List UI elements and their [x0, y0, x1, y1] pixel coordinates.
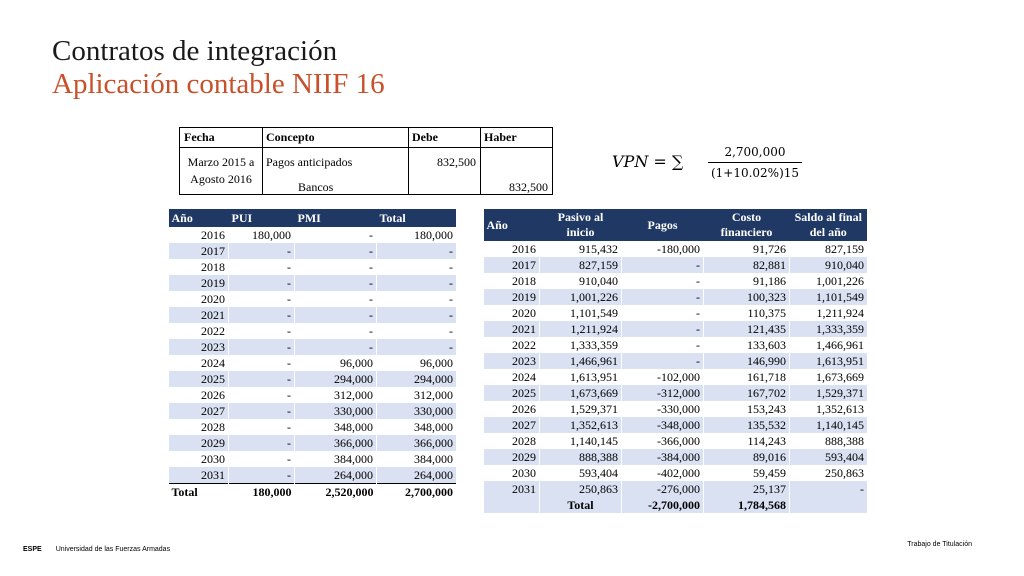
table-cell: 888,388	[540, 449, 622, 465]
table-cell: 2024	[169, 355, 229, 371]
table-cell: 1,001,226	[540, 289, 622, 305]
table-row	[484, 289, 868, 305]
table-row	[484, 305, 868, 321]
table-row	[169, 435, 457, 451]
table-cell: 2024	[484, 369, 540, 385]
table-cell: 2021	[484, 321, 540, 337]
table-cell: 2019	[484, 289, 540, 305]
table-cell: -	[377, 307, 457, 323]
table-cell: 366,000	[295, 435, 377, 451]
table-cell: 294,000	[377, 371, 457, 387]
table-row	[169, 451, 457, 467]
table-row	[484, 257, 868, 273]
table-cell: 2020	[484, 305, 540, 321]
table-cell: 2029	[484, 449, 540, 465]
table-cell: -	[229, 291, 295, 307]
formula-numerator: 2,700,000	[724, 145, 786, 159]
table-cell: 1,140,145	[540, 433, 622, 449]
total-cell: 180,000	[229, 484, 295, 501]
table-cell: 2028	[169, 419, 229, 435]
footer-right: Trabajo de Titulación	[907, 541, 972, 548]
table-cell: -	[295, 339, 377, 355]
table-cell: -	[377, 243, 457, 259]
journal-date-line2: Agosto 2016	[190, 172, 252, 186]
table-cell: -	[295, 323, 377, 339]
table-cell: 1,673,669	[790, 369, 868, 385]
journal-date-line1: Marzo 2015 a	[187, 155, 255, 169]
table-cell: 96,000	[377, 355, 457, 371]
table-cell: 1,352,613	[790, 401, 868, 417]
table-cell: 2017	[484, 257, 540, 273]
table-cell: -	[229, 419, 295, 435]
table-row	[169, 419, 457, 435]
table-cell: -	[377, 275, 457, 291]
table-cell: 330,000	[295, 403, 377, 419]
table-cell: -	[377, 339, 457, 355]
table-row	[484, 321, 868, 337]
left-header-total: Total	[377, 209, 457, 227]
table-cell: -	[295, 275, 377, 291]
total-cell: 2,700,000	[377, 484, 457, 501]
table-row	[484, 369, 868, 385]
table-cell: 593,404	[790, 449, 868, 465]
table-cell: 2031	[484, 481, 540, 497]
table-cell: 888,388	[790, 433, 868, 449]
journal-header-fecha: Fecha	[184, 130, 215, 144]
table-cell: 25,137	[704, 481, 790, 497]
table-cell: 2016	[484, 241, 540, 257]
table-cell: -	[229, 435, 295, 451]
table-cell: 1,101,549	[790, 289, 868, 305]
table-cell: 827,159	[540, 257, 622, 273]
total-row	[484, 497, 868, 513]
table-row	[484, 337, 868, 353]
page-title: Contratos de integración	[52, 35, 338, 67]
table-cell: 330,000	[377, 403, 457, 419]
table-cell: 2022	[169, 323, 229, 339]
table-cell: -402,000	[622, 465, 704, 481]
total-cell: Total	[540, 497, 622, 513]
table-cell: -	[229, 323, 295, 339]
table-cell: 2027	[484, 417, 540, 433]
journal-concept-credit: Bancos	[298, 180, 334, 194]
table-cell: 1,211,924	[540, 321, 622, 337]
table-cell: -	[229, 259, 295, 275]
table-cell: 910,040	[540, 273, 622, 289]
table-cell: 294,000	[295, 371, 377, 387]
table-row	[169, 371, 457, 387]
table-cell: 2019	[169, 275, 229, 291]
table-cell: 1,529,371	[790, 385, 868, 401]
table-cell: 82,881	[704, 257, 790, 273]
total-cell	[790, 497, 868, 513]
table-cell: 2028	[484, 433, 540, 449]
table-cell: 2026	[484, 401, 540, 417]
left-header-ano: Año	[169, 209, 229, 227]
table-row	[484, 385, 868, 401]
table-row	[484, 449, 868, 465]
journal-header-haber: Haber	[484, 130, 517, 144]
table-cell: 250,863	[540, 481, 622, 497]
journal-debe-value: 832,500	[437, 155, 476, 169]
table-row	[484, 417, 868, 433]
table-row	[484, 465, 868, 481]
table-cell: -384,000	[622, 449, 704, 465]
table-cell: 167,702	[704, 385, 790, 401]
table-cell: 1,352,613	[540, 417, 622, 433]
table-cell: 1,673,669	[540, 385, 622, 401]
table-row	[169, 291, 457, 307]
table-cell: 910,040	[790, 257, 868, 273]
table-cell: -276,000	[622, 481, 704, 497]
table-cell: 1,333,359	[540, 337, 622, 353]
left-header-pmi: PMI	[295, 209, 377, 227]
table-cell: -	[295, 307, 377, 323]
table-cell: 180,000	[377, 227, 457, 243]
total-row	[169, 484, 457, 501]
table-row	[169, 467, 457, 484]
table-row	[484, 241, 868, 257]
table-cell: 384,000	[295, 451, 377, 467]
table-cell: -	[622, 321, 704, 337]
table-cell: 135,532	[704, 417, 790, 433]
table-row	[169, 259, 457, 275]
right-header-saldo: Saldo al final del año	[790, 209, 868, 241]
formula-lhs: VPN = ∑	[612, 152, 684, 171]
right-header-costo: Costo financiero	[704, 209, 790, 241]
table-cell: -312,000	[622, 385, 704, 401]
table-cell: 114,243	[704, 433, 790, 449]
table-cell: 2027	[169, 403, 229, 419]
table-cell: -	[229, 403, 295, 419]
table-cell: -	[229, 339, 295, 355]
journal-concept-debit: Pagos anticipados	[266, 155, 353, 169]
table-cell: -	[622, 273, 704, 289]
total-cell	[484, 497, 540, 513]
table-cell: 1,613,951	[540, 369, 622, 385]
table-row	[169, 387, 457, 403]
footer-left	[23, 546, 170, 553]
table-cell: -	[295, 259, 377, 275]
table-cell: -	[229, 451, 295, 467]
table-cell: 915,432	[540, 241, 622, 257]
fraction-bar	[708, 162, 802, 163]
table-cell: -	[229, 467, 295, 484]
table-cell: 161,718	[704, 369, 790, 385]
table-cell: 133,603	[704, 337, 790, 353]
table-cell: 2016	[169, 227, 229, 243]
table-cell: 2023	[169, 339, 229, 355]
table-cell: 250,863	[790, 465, 868, 481]
table-cell: 2025	[169, 371, 229, 387]
table-cell: 91,186	[704, 273, 790, 289]
table-cell: -	[790, 481, 868, 497]
table-row	[484, 273, 868, 289]
journal-haber-value: 832,500	[509, 180, 548, 194]
table-cell: -	[377, 259, 457, 275]
table-cell: 2031	[169, 467, 229, 484]
table-cell: 2023	[484, 353, 540, 369]
table-cell: -	[229, 243, 295, 259]
table-row	[169, 227, 457, 243]
table-cell: 1,466,961	[540, 353, 622, 369]
table-cell: 2025	[484, 385, 540, 401]
table-cell: 1,140,145	[790, 417, 868, 433]
table-cell: 100,323	[704, 289, 790, 305]
journal-entry-table	[179, 127, 553, 195]
table-cell: -366,000	[622, 433, 704, 449]
right-header-pasivo: Pasivo al inicio	[540, 209, 622, 241]
table-cell: -	[622, 353, 704, 369]
table-cell: -330,000	[622, 401, 704, 417]
table-cell: 2018	[169, 259, 229, 275]
table-cell: -180,000	[622, 241, 704, 257]
table-row	[484, 481, 868, 497]
table-cell: -	[229, 275, 295, 291]
table-cell: -	[622, 337, 704, 353]
table-cell: 110,375	[704, 305, 790, 321]
table-cell: 593,404	[540, 465, 622, 481]
total-cell: 2,520,000	[295, 484, 377, 501]
table-cell: -	[295, 227, 377, 243]
table-row	[169, 275, 457, 291]
formula-denominator: (1+10.02%)15	[710, 166, 800, 180]
table-cell: -	[377, 291, 457, 307]
table-cell: 348,000	[377, 419, 457, 435]
table-cell: 1,529,371	[540, 401, 622, 417]
table-cell: 264,000	[377, 467, 457, 484]
table-row	[169, 403, 457, 419]
table-cell: 366,000	[377, 435, 457, 451]
table-cell: 1,211,924	[790, 305, 868, 321]
table-cell: 2017	[169, 243, 229, 259]
table-row	[484, 353, 868, 369]
total-cell: 1,784,568	[704, 497, 790, 513]
table-cell: 1,466,961	[790, 337, 868, 353]
table-cell: -	[229, 355, 295, 371]
right-header-pagos: Pagos	[622, 209, 704, 241]
footer-brand: ESPE	[23, 546, 42, 553]
table-row	[169, 339, 457, 355]
table-row	[169, 243, 457, 259]
table-cell: 146,990	[704, 353, 790, 369]
table-cell: 96,000	[295, 355, 377, 371]
table-cell: 2029	[169, 435, 229, 451]
table-cell: 153,243	[704, 401, 790, 417]
table-cell: -	[622, 257, 704, 273]
table-cell: 121,435	[704, 321, 790, 337]
table-cell: 2030	[169, 451, 229, 467]
payments-table	[168, 209, 456, 500]
table-cell: 827,159	[790, 241, 868, 257]
liability-table	[483, 209, 867, 513]
table-cell: -	[295, 291, 377, 307]
table-cell: -	[622, 289, 704, 305]
table-cell: -	[229, 387, 295, 403]
table-cell: 1,101,549	[540, 305, 622, 321]
table-cell: -102,000	[622, 369, 704, 385]
formula-fraction	[708, 144, 802, 181]
table-row	[169, 323, 457, 339]
table-cell: 2020	[169, 291, 229, 307]
journal-header-concepto: Concepto	[266, 130, 315, 144]
left-header-pui: PUI	[229, 209, 295, 227]
right-header-ano: Año	[484, 209, 540, 241]
table-cell: 1,333,359	[790, 321, 868, 337]
table-cell: 2021	[169, 307, 229, 323]
table-cell: 2018	[484, 273, 540, 289]
table-cell: 264,000	[295, 467, 377, 484]
table-cell: 89,016	[704, 449, 790, 465]
table-row	[484, 401, 868, 417]
table-cell: -	[295, 243, 377, 259]
table-cell: 348,000	[295, 419, 377, 435]
table-cell: 1,001,226	[790, 273, 868, 289]
table-row	[484, 433, 868, 449]
table-cell: 1,613,951	[790, 353, 868, 369]
table-cell: 91,726	[704, 241, 790, 257]
table-row	[169, 355, 457, 371]
table-cell: 2030	[484, 465, 540, 481]
table-row	[169, 307, 457, 323]
table-cell: -	[229, 307, 295, 323]
table-cell: 59,459	[704, 465, 790, 481]
table-cell: -	[229, 371, 295, 387]
table-cell: 180,000	[229, 227, 295, 243]
table-cell: -	[377, 323, 457, 339]
table-cell: -	[622, 305, 704, 321]
total-cell: -2,700,000	[622, 497, 704, 513]
table-cell: 2026	[169, 387, 229, 403]
footer-university: Universidad de las Fuerzas Armadas	[55, 546, 171, 553]
journal-header-debe: Debe	[412, 130, 438, 144]
table-cell: 312,000	[377, 387, 457, 403]
table-cell: 312,000	[295, 387, 377, 403]
total-cell: Total	[169, 484, 229, 501]
table-cell: 2022	[484, 337, 540, 353]
table-cell: 384,000	[377, 451, 457, 467]
table-cell: -348,000	[622, 417, 704, 433]
page-subtitle: Aplicación contable NIIF 16	[52, 68, 385, 100]
